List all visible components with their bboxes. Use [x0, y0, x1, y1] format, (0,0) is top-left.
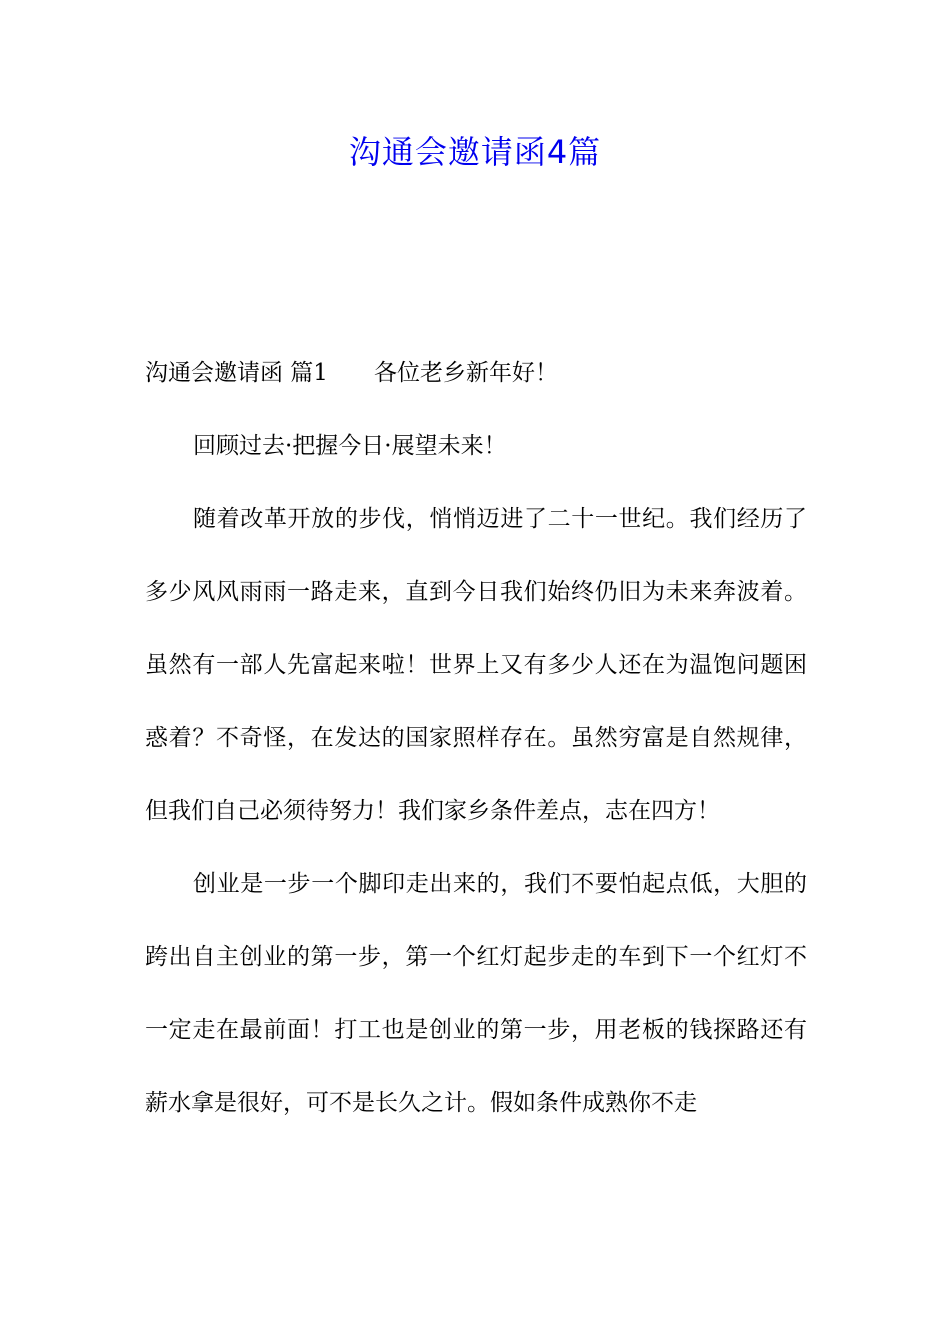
section-heading-line — [145, 337, 807, 410]
greeting-text: 各位老乡新年好！ — [373, 360, 558, 386]
document-body — [145, 337, 807, 1140]
document-title: 沟通会邀请函4篇 — [348, 133, 602, 171]
paragraph: 随着改革开放的步伐，悄悄迈进了二十一世纪。我们经历了多少风风雨雨一路走来，直到今日我们始终仍旧为未来奔波着。虽然有一部人先富起来啦！世界上又有多少人还在为温饱问题困惑着？不奇怪，在发达的国家照样存在。虽然穷富是自然规律，但我们自己必须待努力！我们家乡条件差点，志在四方！ — [145, 506, 807, 824]
paragraph: 创业是一步一个脚印走出来的，我们不要怕起点低，大胆的跨出自主创业的第一步，第一个红灯起步走的车到下一个红灯不一定走在最前面！打工也是创业的第一步，用老板的钱探路还有薪水拿是很好，可不是长久之计。假如条件成熟你不走 — [145, 871, 807, 1116]
section-heading: 沟通会邀请函 篇1 — [145, 360, 328, 386]
paragraph: 回顾过去·把握今日·展望未来！ — [193, 433, 507, 459]
